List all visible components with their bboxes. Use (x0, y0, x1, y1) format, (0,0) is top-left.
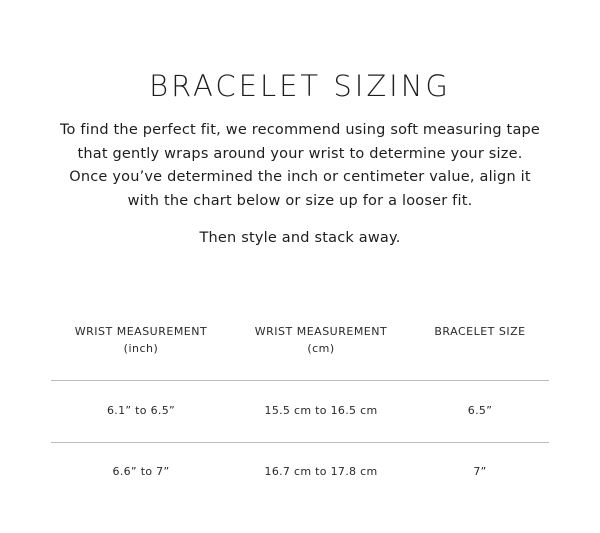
cell-wrist-cm: 16.7 cm to 17.8 cm (264, 465, 378, 478)
intro-line: with the chart below or size up for a looser fit. (127, 192, 473, 209)
table-row (51, 462, 549, 482)
intro-line: Once you’ve determined the inch or centimeter value, align it (69, 169, 531, 185)
column-header-label: WRIST MEASUREMENT (254, 325, 388, 338)
intro-paragraph (0, 119, 600, 213)
intro-line: that gently wraps around your wrist to determine your size. (77, 145, 523, 162)
cell-wrist-inch: 6.6” to 7” (112, 465, 170, 478)
tagline: Then style and stack away. (199, 230, 401, 246)
table-header-row (51, 323, 549, 373)
table-divider (51, 380, 549, 381)
cell-bracelet-size: 7” (473, 465, 487, 478)
column-header-label: WRIST MEASUREMENT (74, 325, 208, 338)
intro-line: To find the perfect fit, we recommend using soft measuring tape (59, 122, 541, 138)
cell-wrist-cm: 15.5 cm to 16.5 cm (264, 404, 378, 417)
column-header-wrist-cm (231, 323, 411, 357)
cell-bracelet-size: 6.5” (467, 404, 493, 417)
page-title: BRACELET SIZING (149, 69, 451, 103)
column-header-unit: (cm) (307, 342, 335, 355)
cell-wrist-inch: 6.1” to 6.5” (106, 404, 176, 417)
table-row (51, 401, 549, 421)
column-header-label: BRACELET SIZE (434, 325, 526, 338)
table-divider (51, 442, 549, 443)
column-header-wrist-inch (51, 323, 231, 357)
column-header-bracelet-size (411, 323, 549, 340)
column-header-unit: (inch) (123, 342, 159, 355)
